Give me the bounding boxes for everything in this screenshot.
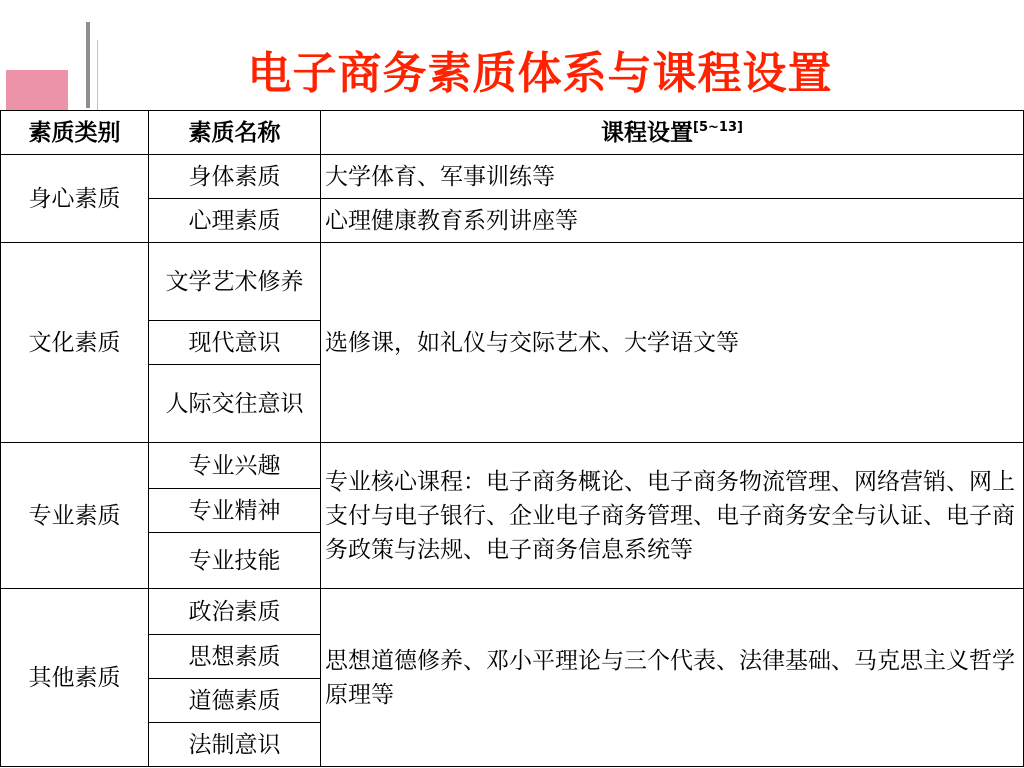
quality-name-cell: 思想素质 [149,635,321,679]
header-course [321,111,1024,155]
header-course-label: 课程设置 [601,119,694,146]
table-row [1,155,1024,199]
decorative-vertical-line [86,22,90,108]
quality-name-cell: 专业精神 [149,489,321,533]
decorative-vertical-line-thin [97,40,98,110]
category-cell: 专业素质 [1,443,149,589]
header-course-reference: [5~13] [693,119,743,135]
quality-name-cell: 专业兴趣 [149,443,321,489]
table-row [1,589,1024,635]
quality-course-table [0,110,1024,767]
quality-name-cell: 人际交往意识 [149,365,321,443]
course-cell: 思想道德修养、邓小平理论与三个代表、法律基础、马克思主义哲学原理等 [321,589,1024,767]
quality-name-cell: 身体素质 [149,155,321,199]
table-row [1,243,1024,321]
quality-name-cell: 道德素质 [149,679,321,723]
slide-title: 电子商务素质体系与课程设置 [247,48,833,99]
quality-name-cell: 现代意识 [149,321,321,365]
category-cell: 其他素质 [1,589,149,767]
table-row [1,199,1024,243]
category-cell: 文化素质 [1,243,149,443]
quality-name-cell: 专业技能 [149,533,321,589]
quality-name-cell: 政治素质 [149,589,321,635]
quality-name-cell: 文学艺术修养 [149,243,321,321]
course-cell: 心理健康教育系列讲座等 [321,199,1024,243]
quality-name-cell: 心理素质 [149,199,321,243]
category-cell: 身心素质 [1,155,149,243]
header-category: 素质类别 [1,111,149,155]
table-header-row [1,111,1024,155]
decorative-pink-square [6,70,68,110]
course-cell: 选修课，如礼仪与交际艺术、大学语文等 [321,243,1024,443]
course-cell: 大学体育、军事训练等 [321,155,1024,199]
header-name: 素质名称 [149,111,321,155]
course-cell: 专业核心课程：电子商务概论、电子商务物流管理、网络营销、网上支付与电子银行、企业电子商务管理、电子商务安全与认证、电子商务政策与法规、电子商务信息系统等 [321,443,1024,589]
quality-name-cell: 法制意识 [149,723,321,767]
table-row [1,443,1024,489]
